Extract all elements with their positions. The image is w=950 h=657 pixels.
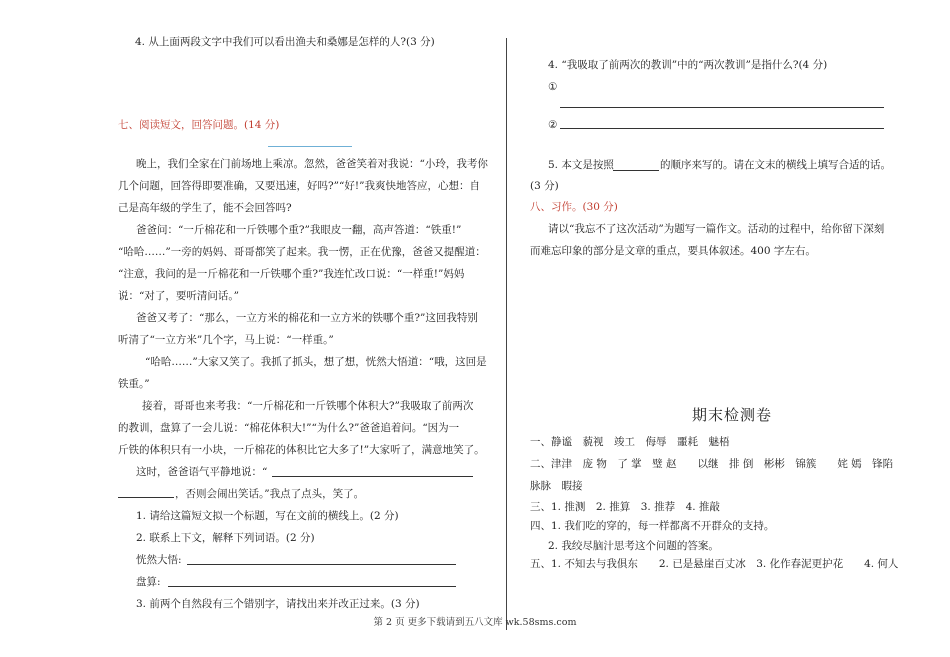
passage-line: “哈哈……”大家又笑了。我抓了抓头，想了想，恍然大悟道：“哦，这回是: [145, 356, 487, 368]
passage-line: 爸爸问：“一斤棉花和一斤铁哪个重?”我眼皮一翻，高声答道：“铁重!”: [136, 224, 462, 236]
answer-mark: ②: [548, 119, 558, 131]
answer-key-title: 期末检测卷: [692, 406, 773, 424]
passage-line: 铁重。”: [118, 378, 150, 390]
answer-line: 三、1. 推测 2. 推算 3. 推荐 4. 推敲: [530, 501, 720, 513]
answer-blank-line: [118, 497, 174, 498]
question-4-top: 4. 从上面两段文字中我们可以看出渔夫和桑娜是怎样的人?(3 分): [135, 36, 435, 48]
answer-blank-line: [560, 107, 884, 108]
passage-line: 几个问题，回答得即要准确，又要迅速，好吗?”“好!”我爽快地答应，心想：自: [118, 180, 480, 192]
question-5-score: (3 分): [530, 180, 559, 192]
passage-line: 听清了“一立方米”几个字，马上说：“一样重。”: [118, 334, 334, 346]
section-seven-heading: 七、阅读短文，回答问题。(14 分): [118, 119, 280, 131]
page-footer: 第 2 页 更多下载请到五八文库 wk.58sms.com: [373, 617, 577, 628]
answer-blank-line: [168, 586, 456, 587]
essay-line: 请以“我忘不了这次活动”为题写一篇作文。活动的过程中，给你留下深刻: [548, 223, 885, 235]
section-eight-heading: 八、习作。(30 分): [530, 201, 618, 213]
question-5-part1: 5. 本文是按照: [548, 159, 614, 171]
answer-blank-line: [560, 128, 884, 129]
passage-line: 己是高年级的学生了，能不会回答吗?: [118, 202, 292, 214]
right-column: [507, 0, 950, 657]
answer-line: 二、津津 庞 物 了 掌 璧 赵 以继 排 倒 彬彬 锦簇 姹 嫣 锋陷: [530, 458, 894, 470]
answer-line: 四、1. 我们吃的穿的，每一样都离不开群众的支持。: [530, 520, 775, 532]
answer-blank-line: [272, 476, 473, 477]
passage-line: 爸爸又考了：“那么，一立方米的棉花和一立方米的铁哪个重?”这回我特别: [136, 312, 478, 324]
passage-line: 斤铁的体积只有一小块，一斤棉花的体积比它大多了!”大家听了，满意地笑了。: [118, 444, 485, 456]
question-2: 2. 联系上下文，解释下列词语。(2 分): [136, 532, 315, 544]
passage-line: 的教训，盘算了一会儿说：“棉花体积大!”“为什么?”爸爸追着问。“因为一: [118, 422, 460, 434]
passage-line: 说：“对了，要听清问话。”: [118, 290, 239, 302]
question-1: 1. 请给这篇短文拟一个标题，写在文前的横线上。(2 分): [136, 510, 399, 522]
answer-blank-line: [613, 170, 659, 171]
passage-line: ，否则会闹出笑话。”我点了点头，笑了。: [175, 488, 365, 500]
word-label: 恍然大悟:: [136, 554, 182, 566]
essay-line: 而难忘印象的部分是文章的重点，要具体叙述。400 字左右。: [530, 245, 816, 257]
answer-line: 2. 我绞尽脑汁思考这个问题的答案。: [548, 540, 719, 552]
answer-line: 五、1. 不知去与我俱东 2. 已是悬崖百丈冰 3. 化作春泥更护花 4. 何人: [530, 558, 899, 570]
passage-line: 晚上，我们全家在门前场地上乘凉。忽然，爸爸笑着对我说：“小玲，我考你: [136, 158, 488, 170]
question-4: 4. “我吸取了前两次的教训”中的“两次教训”是指什么?(4 分): [548, 59, 828, 71]
passage-line: 接着，哥哥也来考我：“一斤棉花和一斤铁哪个体积大?”我吸取了前两次: [142, 400, 474, 412]
question-5-part2: 的顺序来写的。请在文末的横线上填写合适的话。: [660, 159, 891, 171]
answer-line: 脉脉 暇接: [530, 480, 583, 492]
answer-line: 一、静谧 藐视 竣工 侮辱 噩耗 魅梧: [530, 436, 730, 448]
answer-blank-line: [187, 564, 456, 565]
title-blank-line: [268, 146, 352, 147]
word-label: 盘算:: [136, 576, 161, 588]
passage-line: 这时，爸爸语气平静地说：“: [136, 466, 268, 478]
question-3: 3. 前两个自然段有三个错别字，请找出来并改正过来。(3 分): [136, 598, 420, 610]
passage-line: “注意，我问的是一斤棉花和一斤铁哪个重?”我连忙改口说：“一样重!”妈妈: [118, 268, 465, 280]
passage-line: “哈哈……”一旁的妈妈、哥哥都笑了起来。我一愣，正在优豫，爸爸又提醒道：: [118, 246, 486, 258]
answer-mark: ①: [548, 81, 558, 93]
